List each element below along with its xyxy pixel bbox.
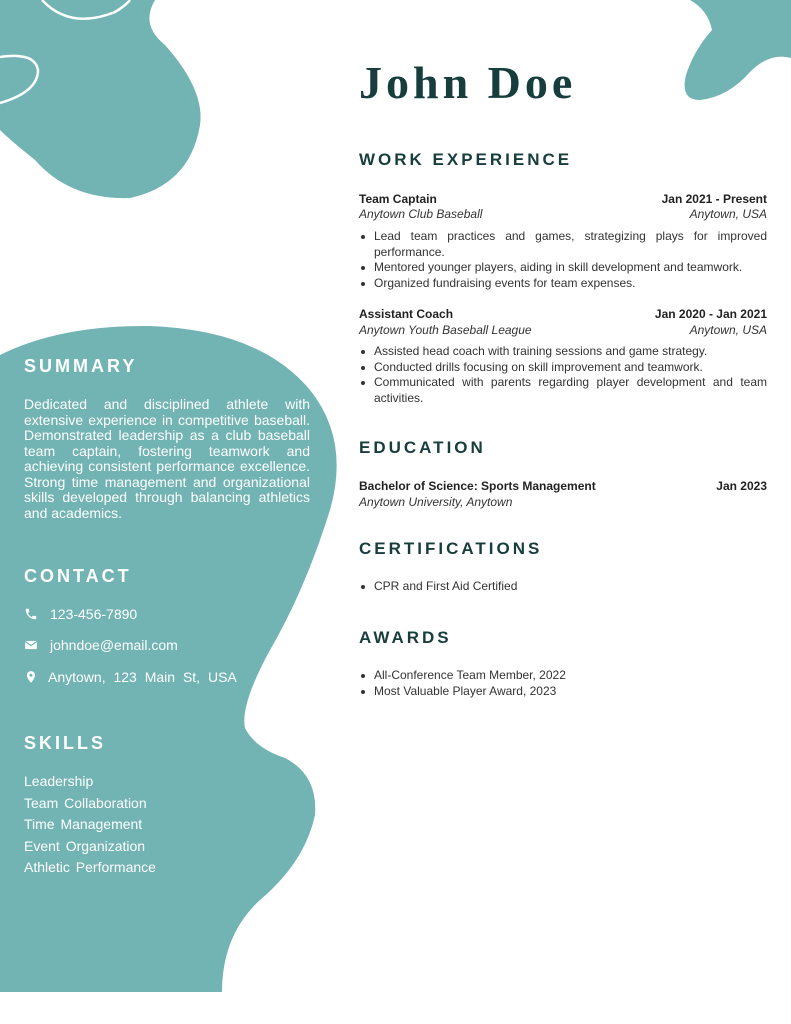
phone-text: 123-456-7890 [50, 606, 138, 622]
work-experience-heading: WORK EXPERIENCE [359, 150, 573, 169]
phone-icon [24, 607, 38, 621]
education-date: Jan 2023 [716, 479, 767, 493]
skill-item: Team Collaboration [24, 795, 147, 811]
list-item: All-Conference Team Member, 2022 [374, 668, 767, 684]
candidate-name: John Doe [359, 57, 577, 108]
list-item: Lead team practices and games, strategizing plays for improved performance. [374, 229, 767, 259]
email-text: johndoe@email.com [50, 637, 178, 653]
certifications-list [359, 579, 767, 595]
list-item: Most Valuable Player Award, 2023 [374, 684, 767, 700]
education-subheader [359, 495, 767, 509]
skill-item: Athletic Performance [24, 859, 156, 875]
job-bullets [359, 344, 767, 406]
skill-item: Leadership [24, 773, 94, 789]
job-subheader [359, 207, 767, 221]
degree: Bachelor of Science: Sports Management [359, 479, 596, 493]
address-text: Anytown, 123 Main St, USA [48, 669, 237, 685]
summary-section [24, 356, 314, 377]
list-item: Communicated with parents regarding player development and team activities. [374, 375, 767, 405]
skill-item: Event Organization [24, 838, 146, 854]
job-dates: Jan 2021 - Present [661, 192, 767, 206]
map-pin-icon [24, 670, 38, 684]
contact-heading: CONTACT [24, 566, 132, 586]
skills-section [24, 733, 314, 754]
job-bullets [359, 229, 767, 291]
list-item: Organized fundraising events for team expenses. [374, 276, 767, 292]
job-org: Anytown Club Baseball [359, 207, 483, 221]
education-header [359, 479, 767, 493]
job-role: Assistant Coach [359, 307, 454, 321]
skill-item: Time Management [24, 816, 143, 832]
job-location: Anytown, USA [689, 207, 767, 221]
job-subheader [359, 323, 767, 337]
skills-heading: SKILLS [24, 733, 107, 753]
awards-list [359, 668, 767, 699]
contact-section [24, 566, 314, 587]
list-item: CPR and First Aid Certified [374, 579, 767, 595]
job-org: Anytown Youth Baseball League [359, 323, 532, 337]
summary-heading: SUMMARY [24, 356, 138, 376]
school: Anytown University, Anytown [359, 495, 513, 509]
list-item: Conducted drills focusing on skill improvement and teamwork. [374, 360, 767, 376]
top-left-blob [0, 0, 201, 198]
education-heading: EDUCATION [359, 438, 486, 457]
contact-address [24, 668, 237, 686]
envelope-icon [24, 638, 38, 652]
top-right-blob [685, 0, 791, 100]
contact-phone [24, 605, 137, 623]
job-header [359, 192, 767, 206]
list-item: Assisted head coach with training sessions and game strategy. [374, 344, 767, 360]
job-dates: Jan 2020 - Jan 2021 [654, 307, 767, 321]
awards-heading: AWARDS [359, 628, 452, 647]
contact-email [24, 636, 178, 654]
job-header [359, 307, 767, 321]
job-role: Team Captain [359, 192, 437, 206]
list-item: Mentored younger players, aiding in skill development and teamwork. [374, 260, 767, 276]
job-location: Anytown, USA [689, 323, 767, 337]
certifications-heading: CERTIFICATIONS [359, 539, 543, 558]
summary-text: Dedicated and disciplined athlete with extensive experience in competitive baseball. Demonstrated leadership as a club baseball team captain, fostering teamwork and achieving consistent performance excellence. Strong time management and organizational skills developed through balancing athletics and academics. [24, 396, 310, 521]
